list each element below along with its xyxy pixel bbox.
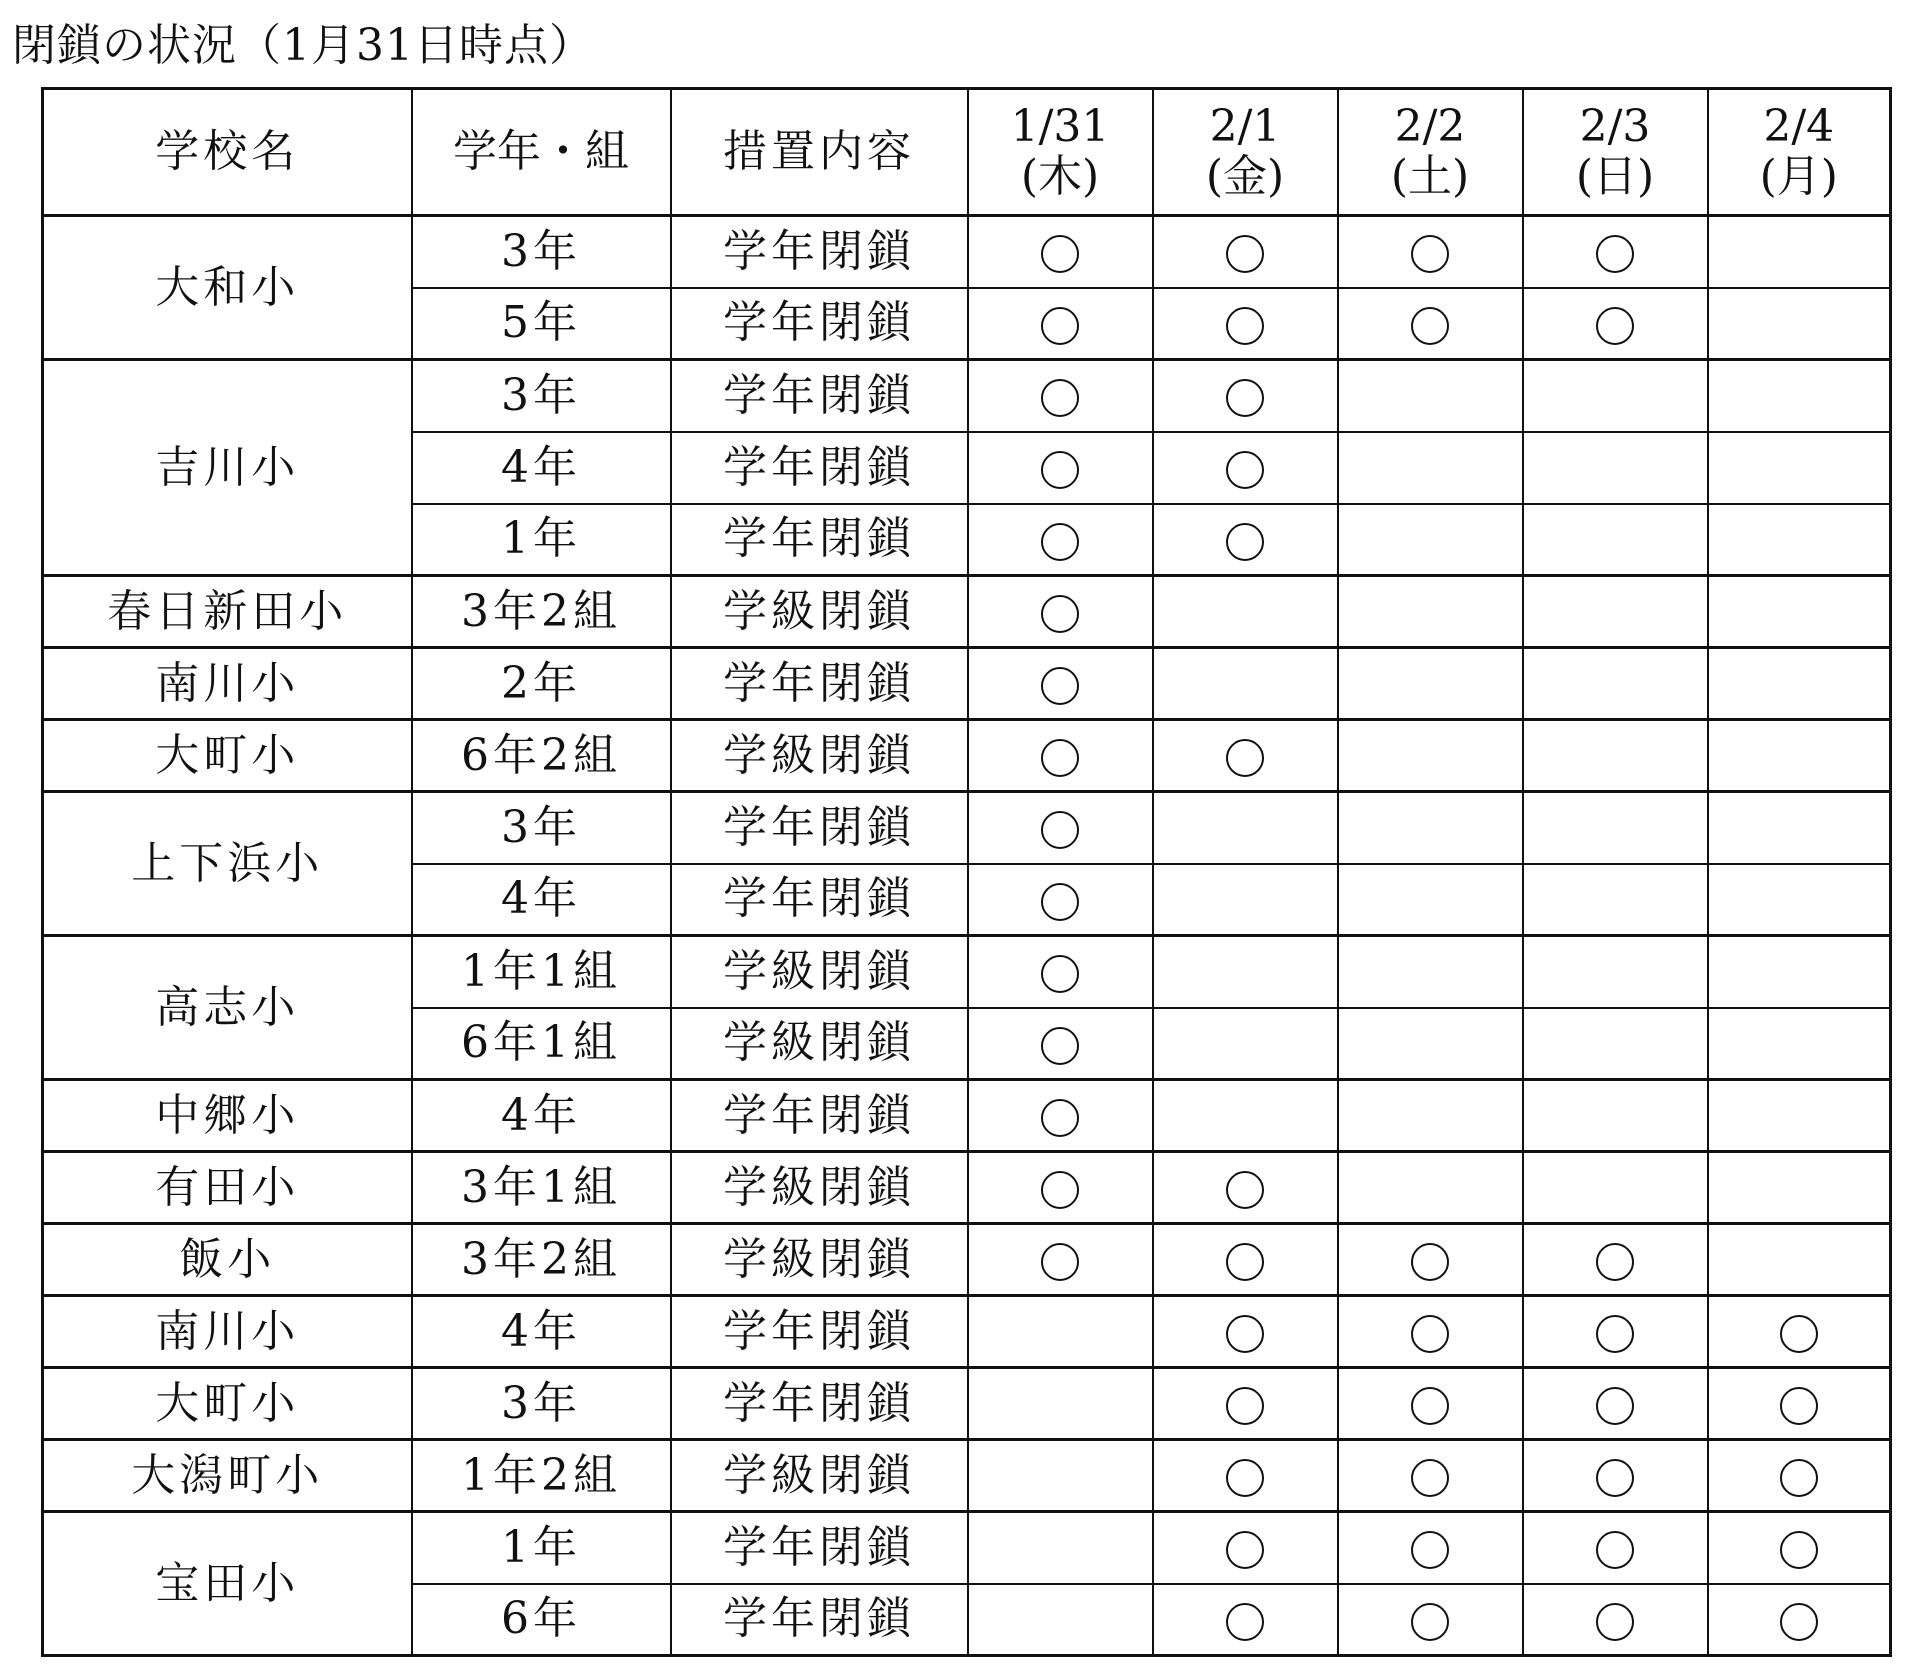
closure-day-cell [1153, 576, 1338, 648]
closure-day-cell [1523, 1512, 1708, 1584]
closure-mark-icon [1596, 1243, 1634, 1281]
closure-day-cell [1153, 1296, 1338, 1368]
closure-mark-icon [1780, 1315, 1818, 1353]
closure-day-cell [1338, 1080, 1523, 1152]
closure-mark-icon [1411, 1603, 1449, 1641]
closure-day-cell [1523, 1008, 1708, 1080]
closure-day-cell [1153, 720, 1338, 792]
closure-day-cell [1523, 1080, 1708, 1152]
closure-day-cell [968, 288, 1153, 360]
closure-day-cell [1153, 1224, 1338, 1296]
closure-day-cell [1338, 1224, 1523, 1296]
closure-day-cell [1708, 792, 1891, 864]
closure-day-cell [1523, 1440, 1708, 1512]
closure-mark-icon [1596, 235, 1634, 273]
grade-class-cell: 3年1組 [412, 1152, 671, 1224]
grade-class-cell: 4年 [412, 1296, 671, 1368]
closure-mark-icon [1226, 523, 1264, 561]
measure-cell: 学年閉鎖 [671, 1368, 968, 1440]
closure-day-cell [1153, 648, 1338, 720]
table-row [43, 216, 1891, 288]
closure-day-cell [1338, 360, 1523, 432]
measure-cell: 学年閉鎖 [671, 864, 968, 936]
closure-day-cell [1523, 648, 1708, 720]
closure-day-cell [968, 1440, 1153, 1512]
grade-class-cell: 3年2組 [412, 576, 671, 648]
school-name-cell: 高志小 [43, 936, 412, 1080]
closure-day-cell [1338, 1584, 1523, 1656]
closure-day-cell [1523, 504, 1708, 576]
closure-day-cell [1523, 288, 1708, 360]
measure-cell: 学級閉鎖 [671, 720, 968, 792]
closure-mark-icon [1780, 1387, 1818, 1425]
closure-day-cell [1523, 720, 1708, 792]
measure-cell: 学級閉鎖 [671, 1008, 968, 1080]
grade-class-cell: 5年 [412, 288, 671, 360]
closure-day-cell [1523, 576, 1708, 648]
closure-day-cell [1153, 1368, 1338, 1440]
grade-class-cell: 4年 [412, 432, 671, 504]
table-row [43, 576, 1891, 648]
measure-cell: 学級閉鎖 [671, 576, 968, 648]
closure-mark-icon [1596, 1459, 1634, 1497]
school-name-cell: 大町小 [43, 1368, 412, 1440]
closure-day-cell [1153, 504, 1338, 576]
closure-day-cell [1153, 792, 1338, 864]
closure-day-cell [1338, 216, 1523, 288]
closure-day-cell [968, 864, 1153, 936]
closure-day-cell [1153, 1080, 1338, 1152]
header-day: (土) [1390, 151, 1470, 202]
closure-day-cell [1708, 648, 1891, 720]
header-day: (金) [1205, 151, 1285, 202]
closure-day-cell [968, 1152, 1153, 1224]
closure-day-cell [1708, 216, 1891, 288]
closure-day-cell [1338, 1008, 1523, 1080]
closure-day-cell [1708, 1152, 1891, 1224]
closure-mark-icon [1596, 1531, 1634, 1569]
measure-cell: 学年閉鎖 [671, 288, 968, 360]
closure-day-cell [1153, 1152, 1338, 1224]
school-name-cell: 飯小 [43, 1224, 412, 1296]
school-name-cell: 大町小 [43, 720, 412, 792]
closure-day-cell [968, 792, 1153, 864]
closure-mark-icon [1596, 1315, 1634, 1353]
closure-mark-icon [1226, 451, 1264, 489]
table-row [43, 1368, 1891, 1440]
closure-day-cell [968, 576, 1153, 648]
closure-day-cell [1523, 864, 1708, 936]
header-date: 2/4 [1763, 101, 1835, 152]
closure-mark-icon [1226, 1243, 1264, 1281]
closure-day-cell [1708, 432, 1891, 504]
school-name-cell: 中郷小 [43, 1080, 412, 1152]
table-body [43, 216, 1891, 1656]
school-name-cell: 大潟町小 [43, 1440, 412, 1512]
closure-mark-icon [1226, 1459, 1264, 1497]
closure-day-cell [1338, 864, 1523, 936]
closure-day-cell [968, 1008, 1153, 1080]
measure-cell: 学年閉鎖 [671, 1512, 968, 1584]
closure-day-cell [1523, 432, 1708, 504]
closure-day-cell [968, 1224, 1153, 1296]
measure-cell: 学年閉鎖 [671, 360, 968, 432]
grade-class-cell: 3年 [412, 792, 671, 864]
closure-day-cell [1338, 720, 1523, 792]
school-name-cell: 大和小 [43, 216, 412, 360]
grade-class-cell: 3年 [412, 216, 671, 288]
school-name-cell: 南川小 [43, 648, 412, 720]
closure-mark-icon [1041, 523, 1079, 561]
closure-mark-icon [1226, 1531, 1264, 1569]
table-row [43, 1080, 1891, 1152]
closure-mark-icon [1226, 739, 1264, 777]
grade-class-cell: 6年2組 [412, 720, 671, 792]
closure-day-cell [968, 1296, 1153, 1368]
page-title: 閉鎖の状況（1月31日時点） [12, 20, 594, 71]
closure-day-cell [1338, 1440, 1523, 1512]
header-date-3 [1523, 89, 1708, 216]
header-date-1 [1153, 89, 1338, 216]
closure-day-cell [1523, 360, 1708, 432]
closure-day-cell [1153, 1440, 1338, 1512]
closure-mark-icon [1226, 1315, 1264, 1353]
school-name-cell: 春日新田小 [43, 576, 412, 648]
school-name-cell: 有田小 [43, 1152, 412, 1224]
closure-day-cell [1153, 432, 1338, 504]
closure-day-cell [968, 360, 1153, 432]
table-row [43, 720, 1891, 792]
closure-day-cell [1523, 1584, 1708, 1656]
measure-cell: 学年閉鎖 [671, 1296, 968, 1368]
closure-day-cell [1523, 1152, 1708, 1224]
closure-day-cell [1708, 1584, 1891, 1656]
header-date: 1/31 [1010, 101, 1110, 152]
header-grade-class: 学年・組 [412, 89, 671, 216]
closure-day-cell [968, 1584, 1153, 1656]
grade-class-cell: 2年 [412, 648, 671, 720]
grade-class-cell: 4年 [412, 1080, 671, 1152]
grade-class-cell: 1年 [412, 504, 671, 576]
header-date: 2/2 [1394, 101, 1466, 152]
measure-cell: 学年閉鎖 [671, 1080, 968, 1152]
header-date: 2/1 [1209, 101, 1281, 152]
closure-day-cell [1338, 1152, 1523, 1224]
closure-day-cell [1153, 1008, 1338, 1080]
grade-class-cell: 3年 [412, 360, 671, 432]
closure-day-cell [1523, 936, 1708, 1008]
closure-day-cell [968, 1512, 1153, 1584]
closure-day-cell [1153, 1584, 1338, 1656]
closure-mark-icon [1041, 307, 1079, 345]
closure-mark-icon [1041, 235, 1079, 273]
table-row [43, 1152, 1891, 1224]
closure-day-cell [968, 1368, 1153, 1440]
closure-day-cell [1708, 360, 1891, 432]
closure-day-cell [1338, 504, 1523, 576]
closure-day-cell [1523, 216, 1708, 288]
closure-day-cell [1523, 792, 1708, 864]
closure-day-cell [1523, 1296, 1708, 1368]
closure-mark-icon [1411, 1315, 1449, 1353]
closure-mark-icon [1041, 667, 1079, 705]
closure-mark-icon [1041, 955, 1079, 993]
closure-mark-icon [1041, 811, 1079, 849]
grade-class-cell: 3年2組 [412, 1224, 671, 1296]
closure-mark-icon [1226, 1387, 1264, 1425]
school-name-cell: 南川小 [43, 1296, 412, 1368]
closure-mark-icon [1411, 1459, 1449, 1497]
measure-cell: 学年閉鎖 [671, 648, 968, 720]
table-row [43, 1224, 1891, 1296]
closure-mark-icon [1226, 1603, 1264, 1641]
header-day: (木) [1020, 151, 1100, 202]
closure-mark-icon [1226, 1171, 1264, 1209]
table-row [43, 1440, 1891, 1512]
grade-class-cell: 1年1組 [412, 936, 671, 1008]
header-date-2 [1338, 89, 1523, 216]
closure-day-cell [1338, 792, 1523, 864]
closure-day-cell [1338, 648, 1523, 720]
closure-day-cell [1708, 1296, 1891, 1368]
closure-day-cell [1708, 1080, 1891, 1152]
table-row [43, 792, 1891, 864]
closure-day-cell [968, 648, 1153, 720]
closure-day-cell [1708, 1512, 1891, 1584]
closure-day-cell [1708, 720, 1891, 792]
grade-class-cell: 1年 [412, 1512, 671, 1584]
header-row [43, 89, 1891, 216]
closure-day-cell [1153, 216, 1338, 288]
closure-mark-icon [1226, 235, 1264, 273]
table-row [43, 1512, 1891, 1584]
measure-cell: 学級閉鎖 [671, 936, 968, 1008]
closure-day-cell [1708, 1368, 1891, 1440]
closure-day-cell [1153, 864, 1338, 936]
header-day: (日) [1575, 151, 1655, 202]
closure-mark-icon [1596, 307, 1634, 345]
closure-mark-icon [1411, 235, 1449, 273]
measure-cell: 学年閉鎖 [671, 504, 968, 576]
closure-mark-icon [1041, 379, 1079, 417]
closure-day-cell [1153, 360, 1338, 432]
measure-cell: 学級閉鎖 [671, 1152, 968, 1224]
closure-mark-icon [1041, 595, 1079, 633]
grade-class-cell: 3年 [412, 1368, 671, 1440]
closure-day-cell [1338, 1296, 1523, 1368]
closure-mark-icon [1596, 1387, 1634, 1425]
school-name-cell: 宝田小 [43, 1512, 412, 1656]
closure-day-cell [1708, 1008, 1891, 1080]
closure-day-cell [968, 216, 1153, 288]
closure-day-cell [968, 504, 1153, 576]
closure-day-cell [1708, 936, 1891, 1008]
closure-day-cell [968, 720, 1153, 792]
measure-cell: 学年閉鎖 [671, 792, 968, 864]
closure-day-cell [1338, 1512, 1523, 1584]
closure-day-cell [968, 432, 1153, 504]
measure-cell: 学年閉鎖 [671, 1584, 968, 1656]
closure-day-cell [968, 1080, 1153, 1152]
grade-class-cell: 6年1組 [412, 1008, 671, 1080]
header-date: 2/3 [1579, 101, 1651, 152]
closure-day-cell [1338, 288, 1523, 360]
closure-mark-icon [1226, 307, 1264, 345]
closure-mark-icon [1041, 1027, 1079, 1065]
closure-day-cell [1708, 1224, 1891, 1296]
closure-day-cell [1153, 936, 1338, 1008]
header-date-0 [968, 89, 1153, 216]
closure-mark-icon [1041, 1243, 1079, 1281]
closure-mark-icon [1411, 1387, 1449, 1425]
grade-class-cell: 1年2組 [412, 1440, 671, 1512]
closure-mark-icon [1780, 1531, 1818, 1569]
table-row [43, 648, 1891, 720]
measure-cell: 学年閉鎖 [671, 432, 968, 504]
measure-cell: 学級閉鎖 [671, 1224, 968, 1296]
closure-mark-icon [1041, 883, 1079, 921]
closure-mark-icon [1041, 1171, 1079, 1209]
closure-day-cell [1523, 1224, 1708, 1296]
header-school: 学校名 [43, 89, 412, 216]
grade-class-cell: 4年 [412, 864, 671, 936]
closure-day-cell [1338, 432, 1523, 504]
closure-day-cell [1708, 864, 1891, 936]
closure-day-cell [1153, 288, 1338, 360]
closure-day-cell [1153, 1512, 1338, 1584]
closure-day-cell [968, 936, 1153, 1008]
closure-mark-icon [1041, 451, 1079, 489]
table-row [43, 1296, 1891, 1368]
measure-cell: 学級閉鎖 [671, 1440, 968, 1512]
school-name-cell: 吉川小 [43, 360, 412, 576]
closure-day-cell [1338, 576, 1523, 648]
grade-class-cell: 6年 [412, 1584, 671, 1656]
measure-cell: 学年閉鎖 [671, 216, 968, 288]
school-name-cell: 上下浜小 [43, 792, 412, 936]
closure-day-cell [1708, 288, 1891, 360]
table-row [43, 936, 1891, 1008]
closure-day-cell [1338, 1368, 1523, 1440]
closure-mark-icon [1411, 1243, 1449, 1281]
closure-day-cell [1708, 504, 1891, 576]
closure-mark-icon [1226, 379, 1264, 417]
closure-day-cell [1338, 936, 1523, 1008]
header-day: (月) [1759, 151, 1838, 202]
closure-day-cell [1708, 1440, 1891, 1512]
closure-mark-icon [1411, 1531, 1449, 1569]
closure-day-cell [1523, 1368, 1708, 1440]
header-measure: 措置内容 [671, 89, 968, 216]
closure-mark-icon [1041, 1099, 1079, 1137]
closure-mark-icon [1411, 307, 1449, 345]
closure-mark-icon [1041, 739, 1079, 777]
closure-mark-icon [1780, 1603, 1818, 1641]
closure-status-table [41, 87, 1892, 1657]
closure-mark-icon [1780, 1459, 1818, 1497]
table-row [43, 360, 1891, 432]
header-date-4 [1708, 89, 1891, 216]
closure-day-cell [1708, 576, 1891, 648]
closure-mark-icon [1596, 1603, 1634, 1641]
